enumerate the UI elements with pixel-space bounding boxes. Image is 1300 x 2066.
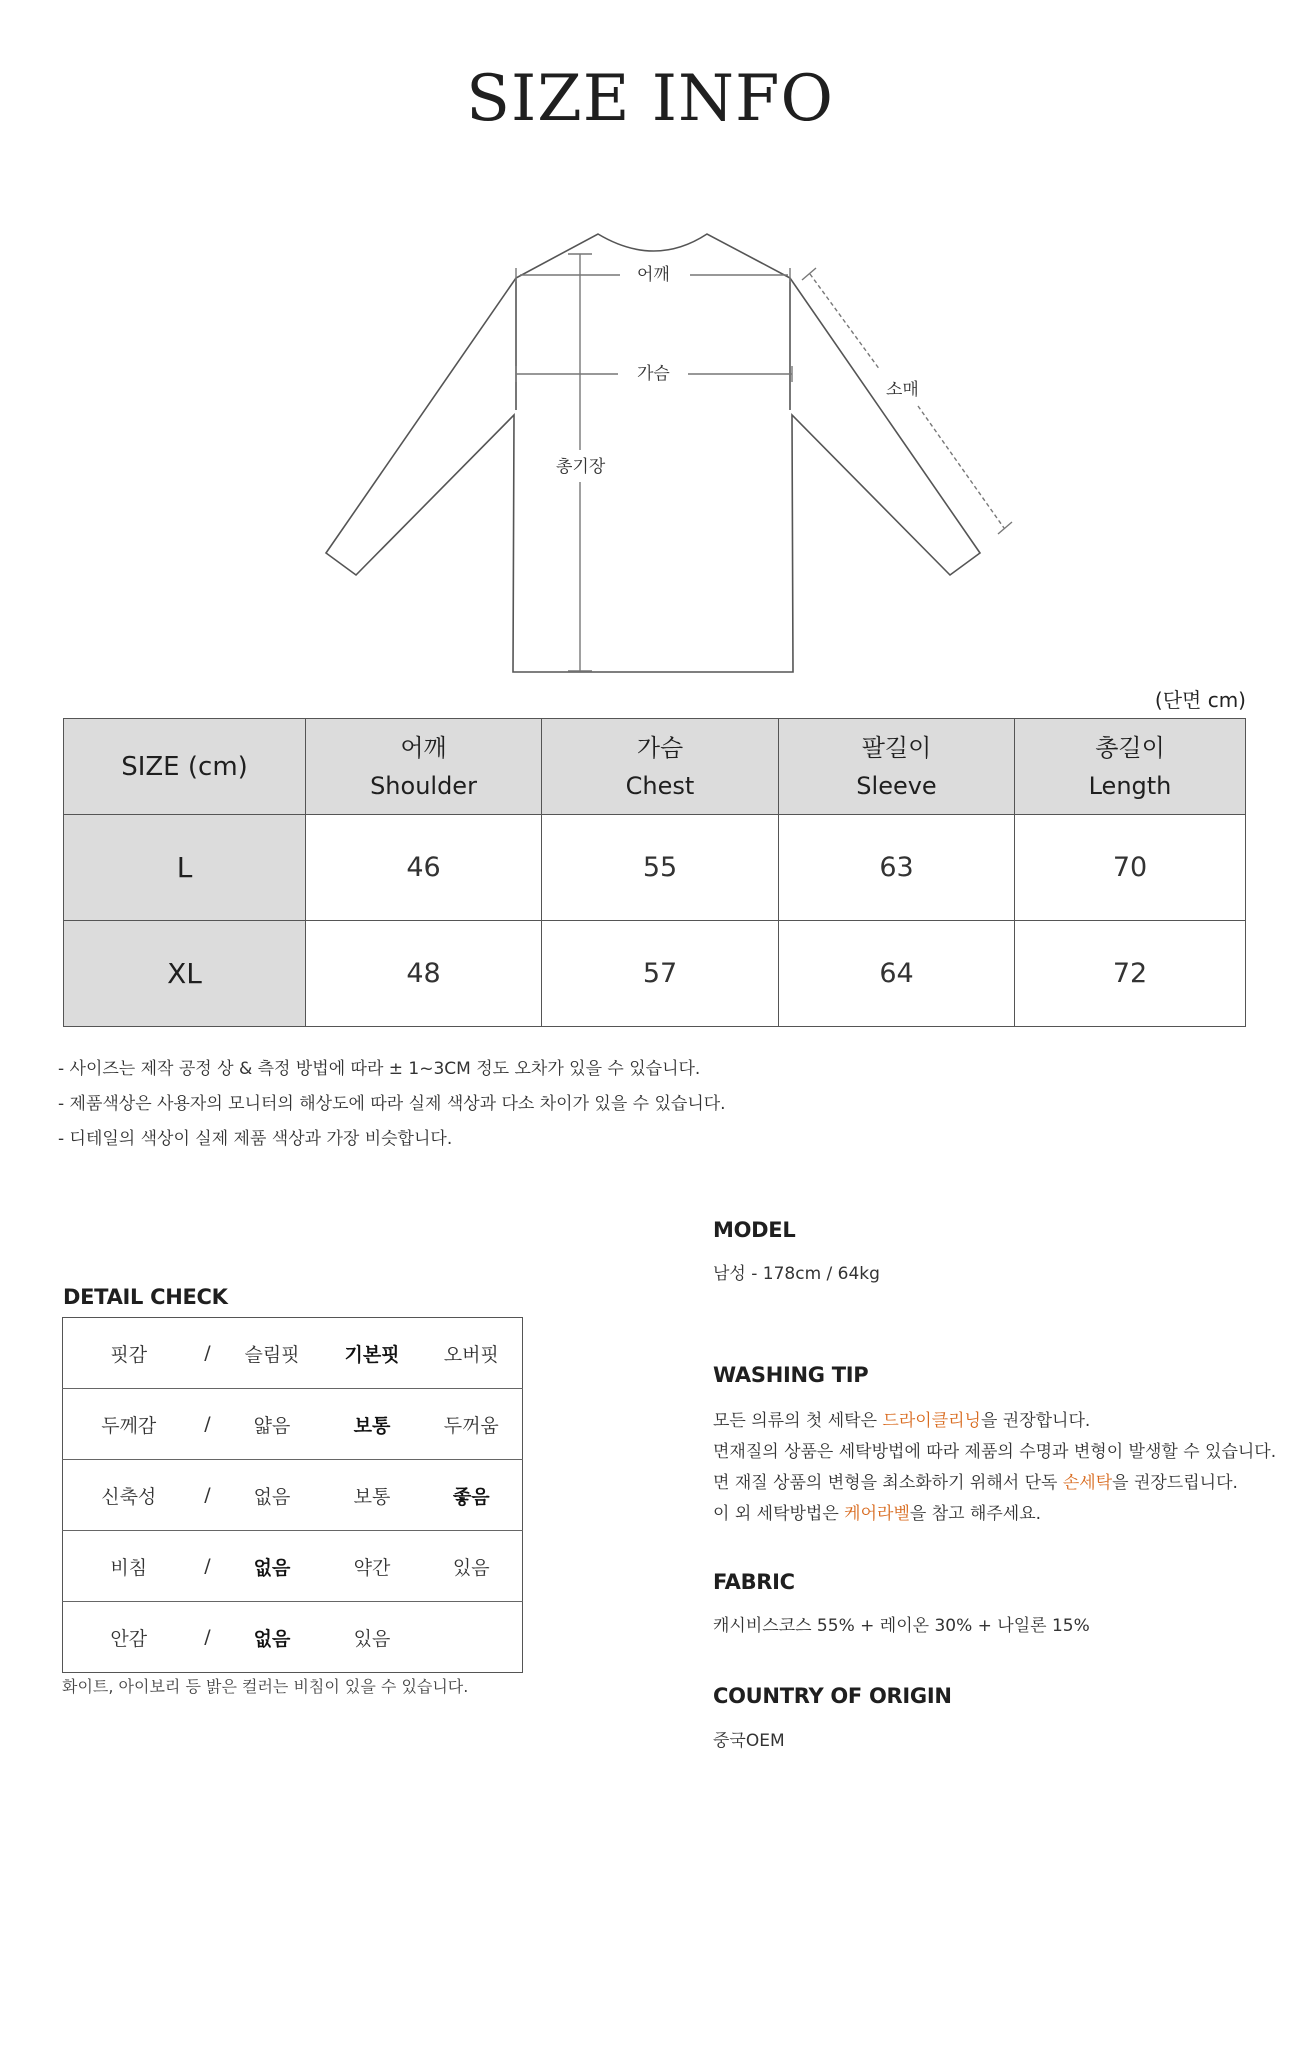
header-sleeve <box>779 719 1015 815</box>
detail-option <box>421 1602 523 1673</box>
detail-option-selected: 없음 <box>221 1531 324 1602</box>
detail-row <box>63 1531 523 1602</box>
washing-line <box>713 1468 1276 1499</box>
detail-option: 있음 <box>421 1531 523 1602</box>
table-row <box>64 815 1246 921</box>
washing-text-part: 모든 의류의 첫 세탁은 <box>713 1411 883 1431</box>
detail-option: 얇음 <box>221 1389 324 1460</box>
fabric-title: FABRIC <box>713 1570 795 1594</box>
detail-option: 보통 <box>324 1460 421 1531</box>
washing-text-part: 을 권장합니다. <box>980 1411 1091 1431</box>
size-note: - 사이즈는 제작 공정 상 & 측정 방법에 따라 ± 1~3CM 정도 오차가 있을 수 있습니다. <box>58 1059 701 1079</box>
detail-check-title: DETAIL CHECK <box>63 1285 228 1309</box>
detail-name: 두께감 <box>63 1389 195 1460</box>
size-table-corner: SIZE (cm) <box>64 719 306 815</box>
washing-highlight: 케어라벨 <box>844 1504 910 1524</box>
detail-name: 핏감 <box>63 1318 195 1389</box>
detail-sep: / <box>195 1460 221 1531</box>
model-text: 남성 - 178cm / 64kg <box>713 1264 880 1284</box>
detail-option-selected: 없음 <box>253 1627 291 1650</box>
washing-highlight: 손세탁 <box>1062 1473 1113 1493</box>
diagram-label-chest: 가슴 <box>633 364 674 384</box>
detail-name: 비침 <box>63 1531 195 1602</box>
size-notes <box>58 1052 726 1157</box>
washing-text-part: 면 재질 상품의 변형을 최소화하기 위해서 단독 <box>713 1473 1063 1493</box>
table-cell: 46 <box>306 815 542 921</box>
size-note: - 제품색상은 사용자의 모니터의 해상도에 따라 실제 색상과 다소 차이가 있을 수 있습니다. <box>58 1094 726 1114</box>
origin-text: 중국OEM <box>713 1731 785 1751</box>
sweater-outline-icon <box>0 220 1300 690</box>
page-title: SIZE INFO <box>466 62 834 136</box>
detail-check-note: 화이트, 아이보리 등 밝은 컬러는 비침이 있을 수 있습니다. <box>62 1677 469 1696</box>
row-size-label: XL <box>64 921 306 1027</box>
detail-option: 약간 <box>324 1531 421 1602</box>
model-title: MODEL <box>713 1218 796 1242</box>
washing-text-part: 이 외 세탁방법은 <box>713 1504 845 1524</box>
detail-option: 없음 <box>221 1460 324 1531</box>
detail-sep: / <box>195 1389 221 1460</box>
table-cell: 70 <box>1015 815 1246 921</box>
detail-sep: / <box>195 1531 221 1602</box>
header-shoulder-ko: 어깨 <box>400 733 447 762</box>
detail-option: 있음 <box>353 1627 391 1650</box>
detail-row <box>63 1318 523 1389</box>
detail-row <box>63 1602 523 1673</box>
washing-text <box>713 1406 1276 1530</box>
size-table <box>63 718 1246 1027</box>
table-cell: 55 <box>542 815 779 921</box>
table-cell: 48 <box>306 921 542 1027</box>
header-sleeve-ko: 팔길이 <box>861 733 932 762</box>
unit-note: (단면 cm) <box>1154 688 1246 712</box>
detail-row <box>63 1389 523 1460</box>
fabric-text: 캐시비스코스 55% + 레이온 30% + 나일론 15% <box>713 1616 1090 1636</box>
header-shoulder-en: Shoulder <box>370 771 477 800</box>
washing-title: WASHING TIP <box>713 1363 869 1387</box>
detail-option: 슬림핏 <box>221 1318 324 1389</box>
washing-highlight: 드라이클리닝 <box>882 1411 981 1431</box>
table-cell: 57 <box>542 921 779 1027</box>
detail-sep: / <box>204 1626 211 1648</box>
table-cell: 63 <box>779 815 1015 921</box>
detail-check-table <box>62 1317 523 1673</box>
diagram-label-length: 총기장 <box>552 457 609 477</box>
diagram-label-sleeve: 소매 <box>882 380 923 400</box>
washing-text-part: 을 참고 해주세요. <box>909 1504 1042 1524</box>
detail-row <box>63 1460 523 1531</box>
header-chest-ko: 가슴 <box>636 733 684 762</box>
detail-option: 두꺼움 <box>421 1389 523 1460</box>
header-chest <box>542 719 779 815</box>
diagram-label-shoulder: 어깨 <box>633 265 674 285</box>
row-size-label: L <box>64 815 306 921</box>
header-length-ko: 총길이 <box>1095 733 1165 762</box>
header-length <box>1015 719 1246 815</box>
detail-option-selected: 좋음 <box>421 1460 523 1531</box>
detail-sep: / <box>195 1318 221 1389</box>
table-cell: 64 <box>779 921 1015 1027</box>
table-cell: 72 <box>1015 921 1246 1027</box>
washing-text-part: 을 권장드립니다. <box>1112 1473 1238 1493</box>
origin-title: COUNTRY OF ORIGIN <box>713 1684 952 1708</box>
washing-line <box>713 1406 1276 1437</box>
washing-line <box>713 1499 1276 1530</box>
header-sleeve-en: Sleeve <box>856 771 937 800</box>
detail-option-selected: 보통 <box>324 1389 421 1460</box>
detail-option-selected: 기본핏 <box>324 1318 421 1389</box>
size-table-header-row <box>64 719 1246 815</box>
detail-name: 신축성 <box>63 1460 195 1531</box>
table-row <box>64 921 1246 1027</box>
detail-name: 안감 <box>110 1627 148 1650</box>
garment-diagram <box>0 220 1300 690</box>
header-chest-en: Chest <box>625 771 695 800</box>
header-length-en: Length <box>1088 771 1172 800</box>
detail-option: 오버핏 <box>421 1318 523 1389</box>
header-shoulder <box>306 719 542 815</box>
size-note: - 디테일의 색상이 실제 제품 색상과 가장 비슷합니다. <box>58 1129 453 1149</box>
washing-line: 면재질의 상품은 세탁방법에 따라 제품의 수명과 변형이 발생할 수 있습니다. <box>713 1442 1277 1462</box>
